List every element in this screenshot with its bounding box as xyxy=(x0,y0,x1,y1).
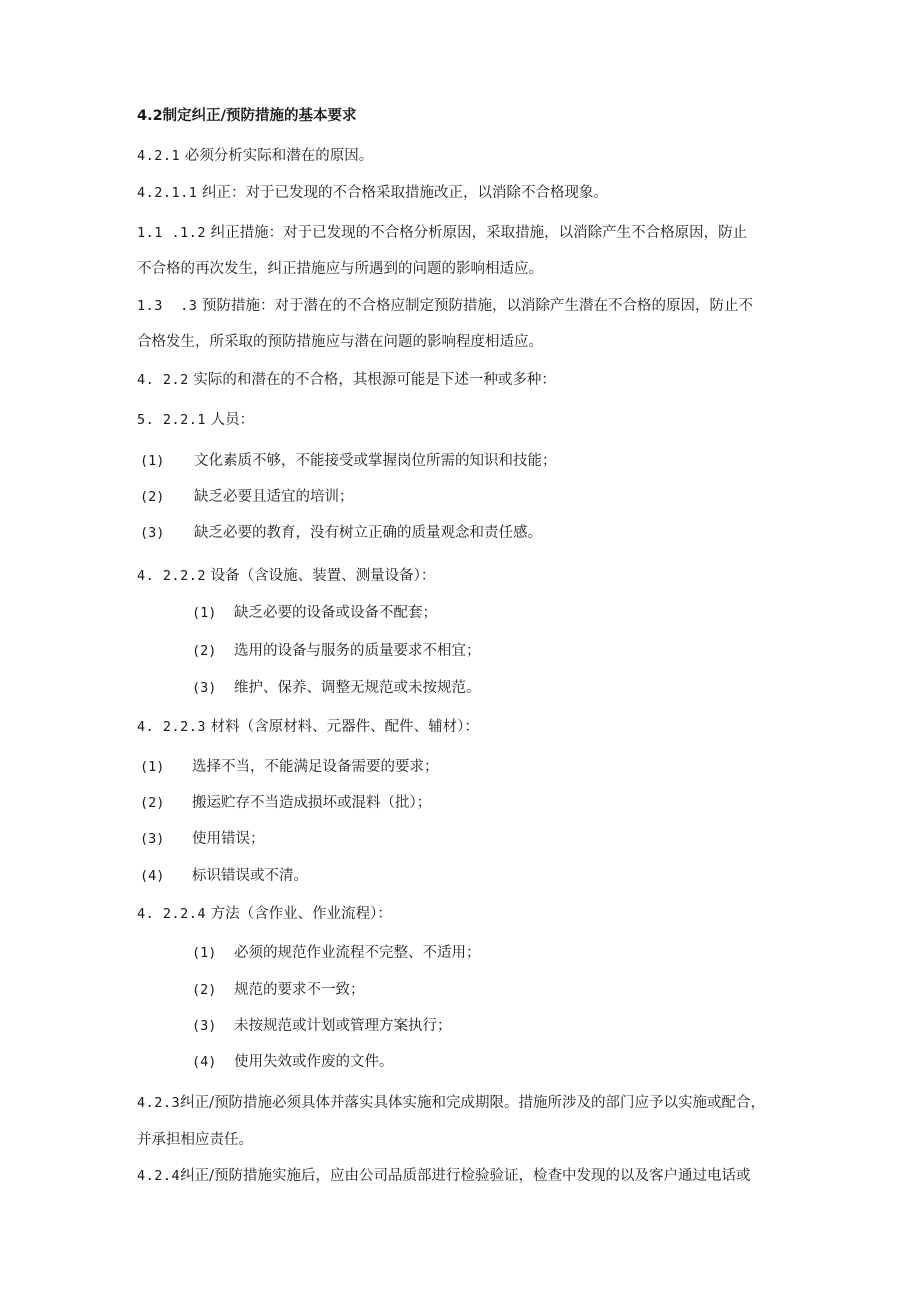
list-text: 使用错误； xyxy=(192,831,265,847)
list-marker: (3) xyxy=(192,680,217,696)
clause-4-2-2-4 xyxy=(137,904,392,924)
clause-text: 纠正措施：对于已发现的不合格分析原因，采取措施，以消除产生不合格原因，防止 xyxy=(210,225,748,241)
list-text: 标识错误或不清。 xyxy=(192,868,308,884)
list-marker: (1) xyxy=(140,453,165,469)
list-text: 缺乏必要的设备或设备不配套； xyxy=(234,605,437,621)
clause-5-2-2-1 xyxy=(137,410,254,430)
list-text: 选择不当，不能满足设备需要的要求； xyxy=(192,759,439,775)
clause-text: 实际的和潜在的不合格，其根源可能是下述一种或多种： xyxy=(193,372,556,388)
list-text: 文化素质不够，不能接受或掌握岗位所需的知识和技能； xyxy=(194,453,557,469)
list-item xyxy=(192,1052,394,1072)
list-text: 搬运贮存不当造成损坏或混料（批）； xyxy=(192,795,432,811)
list-text: 必须的规范作业流程不完整、不适用； xyxy=(234,945,481,961)
list-item xyxy=(192,1016,452,1036)
clause-number: 4. 2.2.2 xyxy=(137,568,207,584)
list-item xyxy=(192,980,365,1000)
list-item xyxy=(192,603,437,623)
clause-1-3-continuation: 合格发生，所采取的预防措施应与潜在问题的影响程度相适应。 xyxy=(137,334,543,350)
clause-number: 4. 2.2 xyxy=(137,372,189,388)
clause-1-1-1-2-continuation: 不合格的再次发生，纠正措施应与所遇到的问题的影响相适应。 xyxy=(137,261,543,277)
list-marker: (2) xyxy=(192,982,217,998)
section-heading: 4.2制定纠正/预防措施的基本要求 xyxy=(137,108,357,124)
clause-number: 1.1 .1.2 xyxy=(137,225,207,241)
list-item xyxy=(192,641,481,661)
clause-number: 4.2.3 xyxy=(137,1095,181,1111)
list-item xyxy=(140,793,431,813)
list-marker: (2) xyxy=(140,795,165,811)
clause-text: 纠正：对于已发现的不合格采取措施改正，以消除不合格现象。 xyxy=(202,185,609,201)
clause-text: 人员： xyxy=(210,412,255,428)
list-marker: (1) xyxy=(192,605,217,621)
clause-text: 设备（含设施、装置、测量设备）： xyxy=(210,568,436,584)
clause-4-2-1-1 xyxy=(137,183,608,203)
list-item xyxy=(140,487,354,507)
list-text: 未按规范或计划或管理方案执行； xyxy=(234,1018,452,1034)
list-marker: (3) xyxy=(140,831,165,847)
clause-4-2-3-continuation: 并承担相应责任。 xyxy=(137,1132,253,1148)
clause-4-2-4 xyxy=(137,1166,751,1186)
list-text: 使用失效或作废的文件。 xyxy=(234,1054,394,1070)
clause-number: 5. 2.2.1 xyxy=(137,412,207,428)
clause-4-2-1 xyxy=(137,146,373,166)
list-text: 选用的设备与服务的质量要求不相宜； xyxy=(234,643,481,659)
clause-4-2-2-3 xyxy=(137,717,479,737)
list-marker: (4) xyxy=(192,1054,217,1070)
list-text: 缺乏必要的教育，没有树立正确的质量观念和责任感。 xyxy=(194,525,542,541)
list-marker: (1) xyxy=(192,945,217,961)
list-item xyxy=(192,943,481,963)
list-marker: (3) xyxy=(192,1018,217,1034)
list-text: 维护、保养、调整无规范或未按规范。 xyxy=(234,680,481,696)
list-marker: (2) xyxy=(140,489,165,505)
list-marker: (3) xyxy=(140,525,165,541)
clause-1-3 xyxy=(137,296,753,316)
clause-number: 4.2.1 xyxy=(137,148,181,164)
clause-4-2-2-2 xyxy=(137,566,435,586)
clause-number: 4. 2.2.3 xyxy=(137,719,207,735)
clause-number: 4. 2.2.4 xyxy=(137,906,207,922)
clause-number: 1.3 .3 xyxy=(137,298,198,314)
clause-4-2-3 xyxy=(137,1093,765,1113)
clause-number: 4.2.1.1 xyxy=(137,185,198,201)
list-marker: (1) xyxy=(140,759,165,775)
list-item xyxy=(140,523,542,543)
clause-text: 预防措施：对于潜在的不合格应制定预防措施，以消除产生潜在不合格的原因，防止不 xyxy=(202,298,754,314)
clause-text: 纠正/预防措施必须具体并落实具体实施和完成期限。措施所涉及的部门应予以实施或配合， xyxy=(180,1095,766,1111)
clause-4-2-2 xyxy=(137,370,556,390)
clause-1-1-1-2 xyxy=(137,223,747,243)
clause-text: 纠正/预防措施实施后，应由公司品质部进行检验验证，检查中发现的以及客户通过电话或 xyxy=(180,1168,751,1184)
list-marker: (2) xyxy=(192,643,217,659)
list-text: 规范的要求不一致； xyxy=(234,982,365,998)
list-marker: (4) xyxy=(140,868,165,884)
list-item xyxy=(140,451,557,471)
clause-text: 材料（含原材料、元器件、配件、辅材）： xyxy=(210,719,479,735)
clause-text: 方法（含作业、作业流程）： xyxy=(210,906,392,922)
list-item xyxy=(140,866,308,886)
list-item xyxy=(140,829,265,849)
list-item xyxy=(140,757,439,777)
list-item xyxy=(192,678,481,698)
clause-number: 4.2.4 xyxy=(137,1168,181,1184)
clause-text: 必须分析实际和潜在的原因。 xyxy=(184,148,374,164)
list-text: 缺乏必要且适宜的培训； xyxy=(194,489,354,505)
